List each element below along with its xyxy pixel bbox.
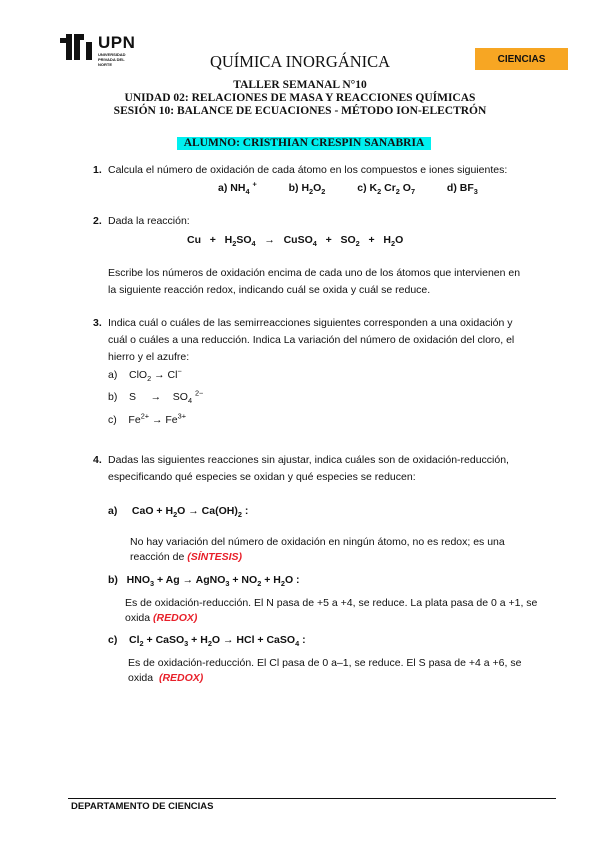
q4-answer-c-2: oxida (REDOX) — [128, 672, 204, 684]
q4-answer-b-1: Es de oxidación-reducción. El N pasa de +5 a +4, se reduce. La plata pasa de 0 a +1, se — [125, 597, 538, 609]
logo-subtitle: UNIVERSIDAD PRIVADA DEL NORTE — [98, 52, 126, 67]
q2-number: 2. — [93, 215, 102, 227]
q4-answer-a-1: No hay variación del número de oxidación en ningún átomo, no es redox; es una — [130, 536, 505, 548]
q4-answer-b-2: oxida (REDOX) — [125, 612, 198, 624]
q4-answer-c-1: Es de oxidación-reducción. El Cl pasa de 0 a–1, se reduce. El S pasa de +4 a +6, se — [128, 657, 522, 669]
q2-instruction-2: la siguiente reacción redox, indicando cuál se oxida y cuál se reduce. — [108, 284, 431, 296]
q3-text-2: cuál o cuáles a una reducción. Indica La variación del número de oxidación del cloro, el — [108, 334, 515, 346]
q3-option-b: b) S → $SO_4$ $^{2-}$ — [108, 388, 204, 406]
q4-text-1: Dadas las siguientes reacciones sin ajustar, indica cuáles son de oxidación-reducción, — [108, 454, 509, 466]
q1-text: Calcula el número de oxidación de cada átomo en los compuestos e iones siguientes: — [108, 164, 508, 176]
sesion-title: SESIÓN 10: BALANCE DE ECUACIONES - MÉTODO ION-ELECTRÓN — [113, 105, 487, 117]
q3-text-3: hierro y el azufre: — [108, 351, 190, 363]
q4-number: 4. — [93, 454, 102, 466]
q3-text-1: Indica cuál o cuáles de las semirreacciones siguientes corresponden a una oxidación y — [108, 317, 513, 329]
q2-reaction: $Cu + H_2SO_4$ → CuSO$_4$ + $SO_2 + H_2O$ — [187, 234, 404, 249]
footer-text: DEPARTAMENTO DE CIENCIAS — [71, 801, 214, 812]
q2-text: Dada la reacción: — [108, 215, 190, 227]
taller-title: TALLER SEMANAL N°10 — [233, 79, 367, 91]
q3-option-a: a) ClO$_2$ → Cl− — [108, 366, 182, 384]
q4-reaction-a: a) CaO + $H_2O \to Ca(OH)_2$ : — [108, 505, 249, 520]
footer-divider — [68, 798, 556, 799]
page-title: QUÍMICA INORGÁNICA — [209, 52, 391, 71]
q4-reaction-c: c) $Cl_2$ + CaSO$_3$ + $H_2O$ → HCl + CaSO$_4$ : — [108, 634, 306, 649]
unidad-title: UNIDAD 02: RELACIONES DE MASA Y REACCIONES QUÍMICAS — [124, 92, 476, 104]
q1-number: 1. — [93, 164, 102, 176]
logo-text: UPN — [98, 33, 136, 52]
q1-options: a) $NH_4$ + b) $H_2O_2$ c) $K_2$ $Cr_2$ $O_7$ d) $BF_3$ — [218, 179, 478, 197]
q3-option-c: c) $Fe^{2+} \to Fe^{3+}$ — [108, 411, 187, 426]
q2-instruction-1: Escribe los números de oxidación encima de cada uno de los átomos que intervienen en — [108, 267, 521, 279]
student-name: ALUMNO: CRISTHIAN CRESPIN SANABRIA — [177, 137, 431, 150]
q4-text-2: especificando qué especies se oxidan y qué especies se reducen: — [108, 471, 416, 483]
q3-number: 3. — [93, 317, 102, 329]
q4-reaction-b: b) $HNO_3 + Ag$ → AgNO$_3$ + $NO_2 + H_2O$ : — [108, 574, 300, 589]
q4-answer-a-2: reacción de (SÍNTESIS) — [130, 551, 243, 563]
ciencias-badge: CIENCIAS — [475, 48, 568, 70]
